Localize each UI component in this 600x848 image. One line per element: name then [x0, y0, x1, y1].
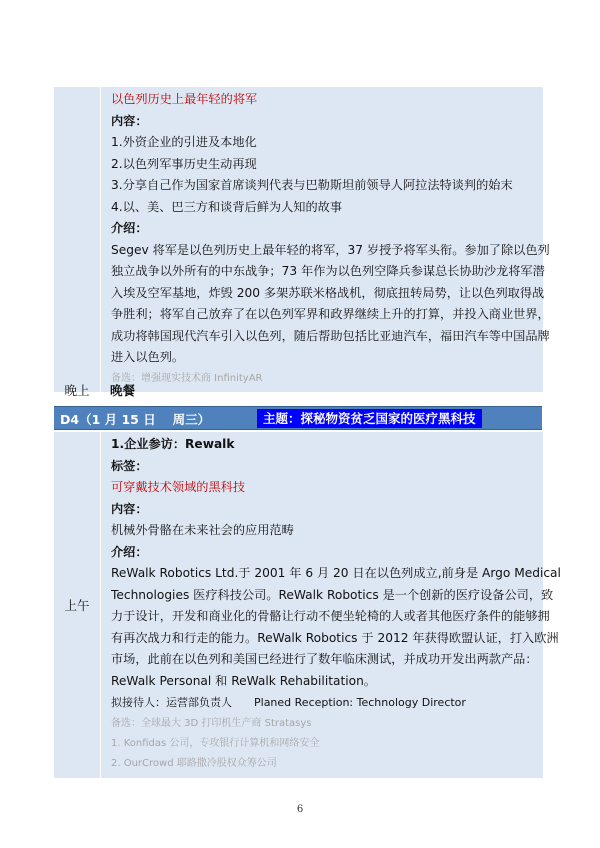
morning-time-label: 上午 [54, 432, 101, 778]
content-item: 3.分享自己作为国家首席谈判代表与巴勒斯坦前领导人阿拉法特谈判的始末 [111, 178, 513, 192]
intro-line: Segev 将军是以色列历史上最年轻的将军，37 岁授予将军头衔。参加了除以色列 [111, 242, 550, 257]
tag-label: 标签： [111, 458, 148, 473]
intro-line: 力于设计，开发和商业化的骨骼让行动不便坐轮椅的人或者其他医疗条件的能够拥 [111, 609, 550, 623]
backup-note: 2. OurCrowd 耶路撒冷股权众筹公司 [111, 757, 277, 769]
evening-row [54, 378, 542, 402]
content-item: 4.以、美、巴三方和谈背后鲜为人知的故事 [111, 199, 343, 214]
evening-activity: 晚餐 [110, 383, 136, 398]
page-number: 6 [296, 804, 304, 815]
morning-row [54, 432, 561, 778]
intro-line: 有再次战力和行走的能力。ReWalk Robotics 于 2012 年获得欧盟认证，打入欧洲 [111, 630, 559, 645]
intro-label: 介绍： [111, 221, 148, 235]
content-item: 2.以色列军事历史生动再现 [111, 156, 257, 171]
reception-note: 拟接待人：运营部负责人 Planed Reception: Technology Director [111, 696, 466, 709]
day-header [54, 406, 542, 430]
intro-line: 成功将韩国现代汽车引入以色列，随后帮助包括比亚迪汽车，福田汽车等中国品牌 [111, 328, 550, 343]
intro-label: 介绍： [111, 544, 148, 559]
day-label: D4（1 月 15 日 周三） [60, 412, 211, 427]
backup-note: 1. Konfidas 公司，专攻银行计算机和网络安全 [111, 737, 320, 749]
backup-note: 备选：全球最大 3D 打印机生产商 Stratasys [111, 717, 312, 729]
day-theme: 主题：探秘物资贫乏国家的医疗黑科技 [257, 409, 482, 428]
content-item: 1.外资企业的引进及本地化 [111, 135, 257, 149]
intro-line: 入埃及空军基地，炸毁 200 多架苏联米格战机，彻底扭转局势，让以色列取得战 [111, 285, 545, 300]
visit-title: 1.企业参访：Rewalk [111, 437, 235, 451]
section-general-block [54, 87, 550, 392]
backup-note: 备选：增强现实技术商 InfinityAR [111, 372, 263, 384]
general-row [54, 87, 550, 392]
content-label: 内容： [111, 501, 148, 516]
tag-value: 可穿戴技术领域的黑科技 [111, 480, 246, 494]
evening-time-label: 晚上 [64, 383, 90, 398]
intro-line: 市场，此前在以色列和美国已经进行了数年临床测试，并成功开发出两款产品： [111, 652, 538, 666]
intro-line: ReWalk Robotics Ltd.于 2001 年 6 月 20 日在以色列成立,前身是 Argo Medical [111, 566, 561, 580]
intro-line: ReWalk Personal 和 ReWalk Rehabilitation。 [111, 673, 376, 688]
general-content-cell [101, 87, 550, 392]
content-value: 机械外骨骼在未来社会的应用范畴 [111, 523, 294, 537]
content-label: 内容： [111, 113, 148, 128]
general-time-cell [54, 87, 101, 392]
general-title: 以色列历史上最年轻的将军 [111, 92, 258, 106]
intro-line: 争胜利；将军自己放弃了在以色列军界和政界继续上升的打算，并投入商业世界， [111, 307, 550, 321]
intro-line: 独立战争以外所有的中东战争；73 年作为以色列空降兵参谋总长协助沙龙将军潜 [111, 264, 545, 278]
intro-line: Technologies 医疗科技公司。ReWalk Robotics 是一个创新的医疗设备公司，致 [111, 587, 554, 602]
morning-content-cell [101, 432, 561, 778]
intro-line: 进入以色列。 [111, 350, 185, 364]
section-rewalk-block [54, 432, 561, 778]
